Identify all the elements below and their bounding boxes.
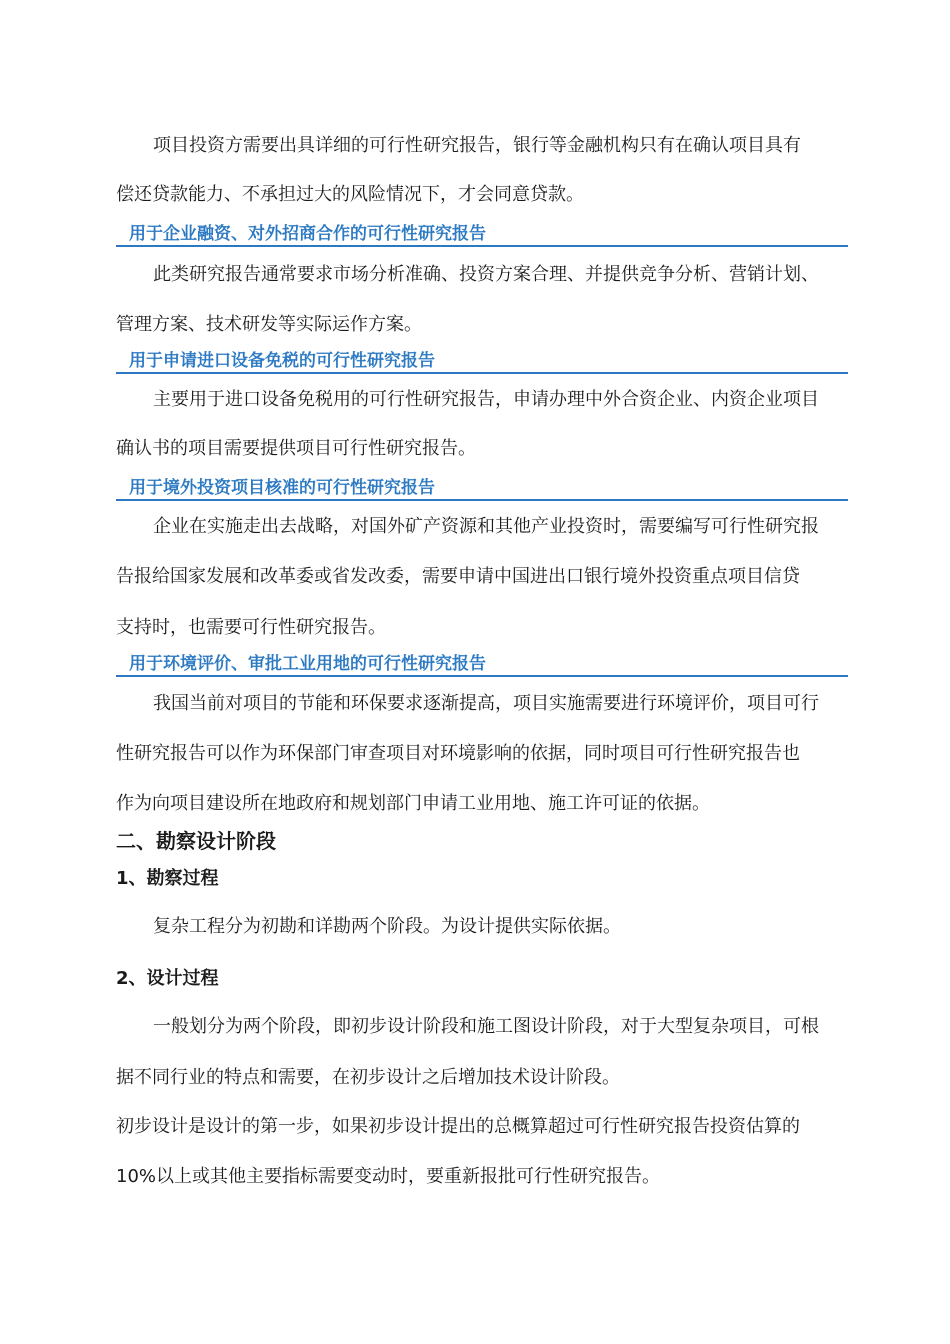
paragraph-line: 一般划分为两个阶段，即初步设计阶段和施工图设计阶段，对于大型复杂项目，可根 xyxy=(153,1016,819,1037)
section-heading-overseas-investment xyxy=(116,473,848,501)
paragraph-line: 偿还贷款能力、不承担过大的风险情况下，才会同意贷款。 xyxy=(116,184,584,205)
paragraph-line: 性研究报告可以作为环保部门审查项目对环境影响的依据，同时项目可行性研究报告也 xyxy=(116,743,800,764)
section-heading-environment xyxy=(116,649,848,677)
paragraph-line: 作为向项目建设所在地政府和规划部门申请工业用地、施工许可证的依据。 xyxy=(116,793,710,814)
subheading-design: 2、设计过程 xyxy=(116,968,219,989)
paragraph-line: 确认书的项目需要提供项目可行性研究报告。 xyxy=(116,438,476,459)
paragraph-line: 此类研究报告通常要求市场分析准确、投资方案合理、并提供竞争分析、营销计划、 xyxy=(153,264,819,285)
paragraph-line: 企业在实施走出去战略，对国外矿产资源和其他产业投资时，需要编写可行性研究报 xyxy=(153,516,819,537)
paragraph-line: 据不同行业的特点和需要，在初步设计之后增加技术设计阶段。 xyxy=(116,1067,620,1088)
section-heading-import-tax xyxy=(116,346,848,374)
section-heading-text: 用于境外投资项目核准的可行性研究报告 xyxy=(129,478,435,498)
paragraph-line: 告报给国家发展和改革委或省发改委，需要申请中国进出口银行境外投资重点项目信贷 xyxy=(116,566,800,587)
paragraph-line: 复杂工程分为初勘和详勘两个阶段。为设计提供实际依据。 xyxy=(153,916,621,937)
chapter-heading: 二、勘察设计阶段 xyxy=(116,829,276,853)
paragraph-line: 初步设计是设计的第一步，如果初步设计提出的总概算超过可行性研究报告投资估算的 xyxy=(116,1116,800,1137)
paragraph-line: 项目投资方需要出具详细的可行性研究报告，银行等金融机构只有在确认项目具有 xyxy=(153,135,801,156)
section-heading-financing xyxy=(116,219,848,247)
paragraph-line: 管理方案、技术研发等实际运作方案。 xyxy=(116,314,422,335)
section-heading-text: 用于企业融资、对外招商合作的可行性研究报告 xyxy=(129,224,486,244)
section-heading-text: 用于环境评价、审批工业用地的可行性研究报告 xyxy=(129,654,486,674)
paragraph-line: 支持时，也需要可行性研究报告。 xyxy=(116,617,386,638)
paragraph-line: 主要用于进口设备免税用的可行性研究报告，申请办理中外合资企业、内资企业项目 xyxy=(153,389,819,410)
paragraph-line: 我国当前对项目的节能和环保要求逐渐提高，项目实施需要进行环境评价，项目可行 xyxy=(153,693,819,714)
section-heading-text: 用于申请进口设备免税的可行性研究报告 xyxy=(129,351,435,371)
paragraph-line: 10%以上或其他主要指标需要变动时，要重新报批可行性研究报告。 xyxy=(116,1166,661,1187)
subheading-survey: 1、勘察过程 xyxy=(116,868,219,889)
